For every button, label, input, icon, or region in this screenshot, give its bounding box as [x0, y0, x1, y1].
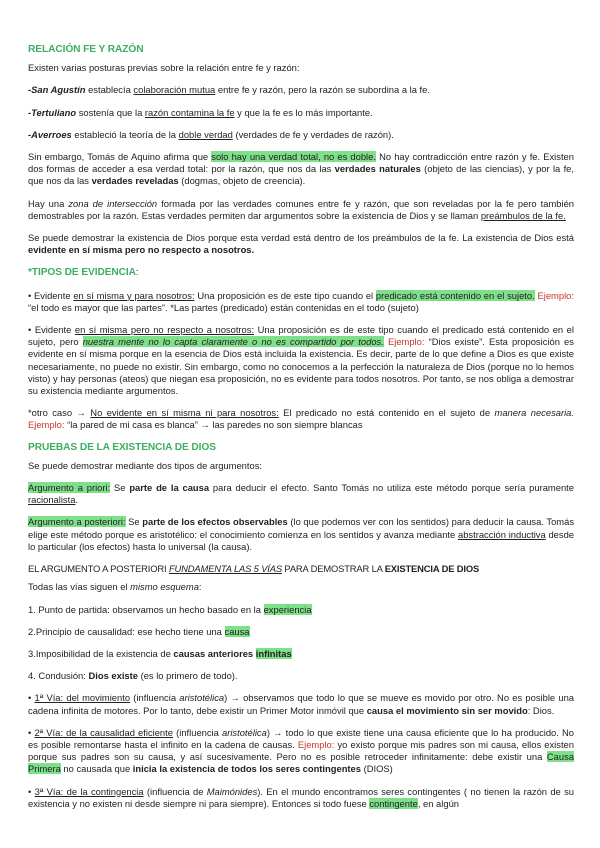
heading-relacion: RELACIÓN FE Y RAZÓN — [28, 44, 144, 55]
list-item: 1. Punto de partida: observamos un hecho basado en la experiencia — [28, 603, 312, 615]
paragraph: -San Agustín establecía colaboración mutua entre fe y razón, pero la razón se subordina a la fe. — [28, 84, 430, 96]
document-page — [28, 44, 574, 810]
paragraph: Todas las vías siguen el mismo esquema: — [28, 581, 202, 593]
list-item: 3.Imposibilidad de la existencia de causas anteriores infinitas — [28, 647, 292, 659]
paragraph: Hay una zona de intersección formada por las verdades comunes entre fe y razón, que son reveladas por la fe pero también demostrables por la razón. Estas verdades permiten dar argumentos sobre la existencia de Dios y se llaman preámbulos de la fe. — [28, 197, 574, 221]
paragraph: Argumento a priori: Se parte de la causa para deducir el efecto. Santo Tomás no utiliza este método porque sería puramente racionalista. — [28, 482, 574, 506]
paragraph: *otro caso → No evidente en sí misma ni para nosotros: El predicado no está contenido en el sujeto de manera necesaria. Ejemplo: “la pared de mi casa es blanca” → las paredes no son siempre blancas — [28, 407, 574, 431]
paragraph: • 2ª Vía: de la causalidad eficiente (influencia aristotélica) → todo lo que existe tiene una causa eficiente que lo ha producido. No es posible remontarse hasta el infinito en la cadena de causas. Ejemplo: yo existo porque mis padres son mi causa, ellos existen porque sus padres son su causa, y así sucesivamente. Pero no es posible retroceder infinitamente: debe existir una Causa Primera no causada que inicia la existencia de todos los seres contingentes (DIOS) — [28, 726, 574, 775]
paragraph: Sin embargo, Tomás de Aquino afirma que solo hay una verdad total, no es doble. No hay contradicción entre razón y fe. Existen dos formas de acceder a esa verdad total: por la razón, que nos da las verdades naturales (objeto de las ciencias), y por la fe, que nos da las verdades reveladas (dogmas, objeto de creencia). — [28, 151, 574, 187]
list-item: 4. Condusión: Dios existe (es lo primero de todo). — [28, 670, 238, 682]
subheading: EL ARGUMENTO A POSTERIORI FUNDAMENTA LAS 5 VÍAS PARA DEMOSTRAR LA EXISTENCIA DE DIOS — [28, 563, 480, 575]
paragraph: • 1ª Vía: del movimiento (influencia aristotélica) → observamos que todo lo que se mueve es movido por otro. No es posible una cadena infinita de motores. Por lo tanto, debe existir un Primer Motor inmóvil que causa el movimiento sin ser movido: Dios. — [28, 692, 575, 716]
list-item: 2.Principio de causalidad: ese hecho tiene una causa — [28, 625, 250, 637]
paragraph: -Averroes estableció la teoría de la doble verdad (verdades de fe y verdades de razón). — [28, 128, 394, 140]
paragraph: • Evidente en sí misma pero no respecto a nosotros: Una proposición es de este tipo cuando el predicado está contenido en el sujeto, pero nuestra mente no lo capta claramente o no es compartido por todos. Ejemplo: “Dios existe”. Esta proposición es evidente en sí misma porque en la esencia de Dios está incluida la existencia. Es decir, parte de lo que define a Dios es que existe necesariamente, no puede no existir. Sin embargo, como no conocemos a la perfección la naturaleza de Dios (porque no lo hemos visto) y hay personas (ateos) que niegan esa proposición, no es evidente para todos nosotros. Por tanto, se nos obliga a demostrar su existencia mediante argumentos. — [28, 324, 574, 397]
heading-pruebas: PRUEBAS DE LA EXISTENCIA DE DIOS — [28, 441, 216, 453]
paragraph: • 3ª Vía: de la contingencia (influencia de Maimónides). En el mundo encontramos seres contingentes ( no tienen la razón de su existencia y no existen ni desde siempre ni para siempre). Entonces si todo fuese contingente, en algún — [28, 785, 574, 809]
paragraph: • Evidente en sí misma y para nosotros: Una proposición es de este tipo cuando el predicado está contenido en el sujeto. Ejemplo: “el todo es mayor que las partes”. *Las partes (predicado) están contenidas en el todo (sujeto) — [28, 289, 574, 313]
paragraph: -Tertuliano sostenía que la razón contamina la fe y que la fe es lo más importante. — [28, 106, 373, 118]
paragraph: Se puede demostrar la existencia de Dios porque esta verdad está dentro de los preámbulos de la fe. La existencia de Dios está evidente en sí misma pero no respecto a nosotros. — [28, 232, 574, 256]
paragraph: Existen varias posturas previas sobre la relación entre fe y razón: — [28, 62, 300, 74]
paragraph: Argumento a posteriori: Se parte de los efectos observables (lo que podemos ver con los sentidos) para deducir la causa. Tomás elige este método porque es aristotélico: el conocimiento comienza en los sentidos y avanza mediante abstracción inductiva desde lo particular (los efectos) hasta lo universal (la causa). — [28, 516, 575, 552]
paragraph: Se puede demostrar mediante dos tipos de argumentos: — [28, 459, 262, 471]
heading-tipos: *TIPOS DE EVIDENCIA: — [28, 266, 139, 279]
